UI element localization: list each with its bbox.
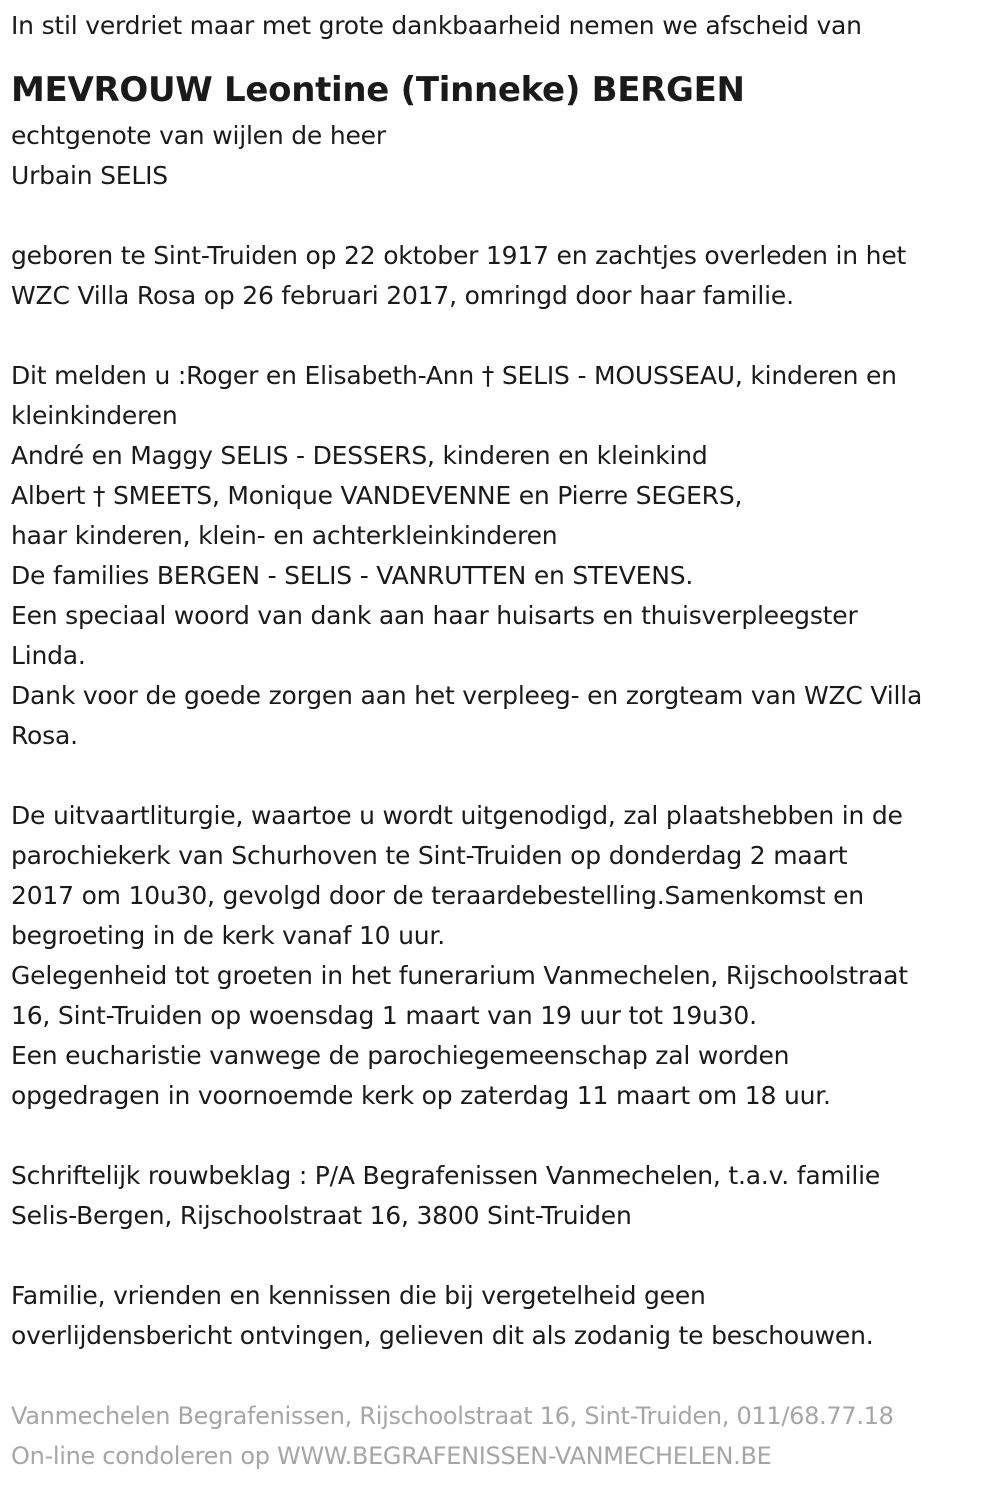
- paragraph-spacer: [11, 1236, 996, 1276]
- paragraph-spacer: [11, 1116, 996, 1156]
- paragraph-spacer: [11, 196, 996, 236]
- obituary-document: [11, 6, 996, 1476]
- paragraph-spacer: [11, 756, 996, 796]
- paragraph-spacer: [11, 316, 996, 356]
- family-line: Dit melden u :Roger en Elisabeth-Ann † SELIS - MOUSSEAU, kinderen en: [11, 361, 897, 390]
- family-line: André en Maggy SELIS - DESSERS, kinderen en kleinkind: [11, 441, 708, 470]
- birth-death-line: geboren te Sint-Truiden op 22 oktober 1917 en zachtjes overleden in het: [11, 241, 907, 270]
- birth-death-line: WZC Villa Rosa op 26 februari 2017, omringd door haar familie.: [11, 281, 794, 310]
- family-line: Rosa.: [11, 721, 78, 750]
- ceremony-line: begroeting in de kerk vanaf 10 uur.: [11, 921, 445, 950]
- family-line: Een speciaal woord van dank aan haar huisarts en thuisverpleegster: [11, 601, 858, 630]
- notice-line: overlijdensbericht ontvingen, gelieven dit als zodanig te beschouwen.: [11, 1321, 874, 1350]
- paragraph-spacer: [11, 1356, 996, 1396]
- funeral-home-contact: Vanmechelen Begrafenissen, Rijschoolstraat 16, Sint-Truiden, 011/68.77.18: [11, 1402, 894, 1430]
- condolence-address-line: Schriftelijk rouwbeklag : P/A Begrafenissen Vanmechelen, t.a.v. familie: [11, 1161, 881, 1190]
- notice-line: Familie, vrienden en kennissen die bij vergetelheid geen: [11, 1281, 706, 1310]
- intro-text: In stil verdriet maar met grote dankbaarheid nemen we afscheid van: [11, 11, 862, 40]
- family-line: De families BERGEN - SELIS - VANRUTTEN en STEVENS.: [11, 561, 694, 590]
- family-line: Albert † SMEETS, Monique VANDEVENNE en Pierre SEGERS,: [11, 481, 743, 510]
- spouse-line: Urbain SELIS: [11, 161, 168, 190]
- ceremony-line: Gelegenheid tot groeten in het funerarium Vanmechelen, Rijschoolstraat: [11, 961, 908, 990]
- family-line: Dank voor de goede zorgen aan het verpleeg- en zorgteam van WZC Villa: [11, 681, 923, 710]
- family-line: haar kinderen, klein- en achterkleinkinderen: [11, 521, 558, 550]
- ceremony-line: 16, Sint-Truiden op woensdag 1 maart van 19 uur tot 19u30.: [11, 1001, 757, 1030]
- ceremony-line: parochiekerk van Schurhoven te Sint-Truiden op donderdag 2 maart: [11, 841, 848, 870]
- family-line: kleinkinderen: [11, 401, 178, 430]
- ceremony-line: Een eucharistie vanwege de parochiegemeenschap zal worden: [11, 1041, 790, 1070]
- online-condolence-link[interactable]: On-line condoleren op WWW.BEGRAFENISSEN-VANMECHELEN.BE: [11, 1442, 772, 1470]
- ceremony-line: 2017 om 10u30, gevolgd door de teraardebestelling.Samenkomst en: [11, 881, 864, 910]
- ceremony-line: De uitvaartliturgie, waartoe u wordt uitgenodigd, zal plaatshebben in de: [11, 801, 903, 830]
- ceremony-line: opgedragen in voornoemde kerk op zaterdag 11 maart om 18 uur.: [11, 1081, 831, 1110]
- spouse-line: echtgenote van wijlen de heer: [11, 121, 386, 150]
- condolence-address-line: Selis-Bergen, Rijschoolstraat 16, 3800 Sint-Truiden: [11, 1201, 632, 1230]
- family-line: Linda.: [11, 641, 86, 670]
- deceased-name: MEVROUW Leontine (Tinneke) BERGEN: [11, 70, 745, 110]
